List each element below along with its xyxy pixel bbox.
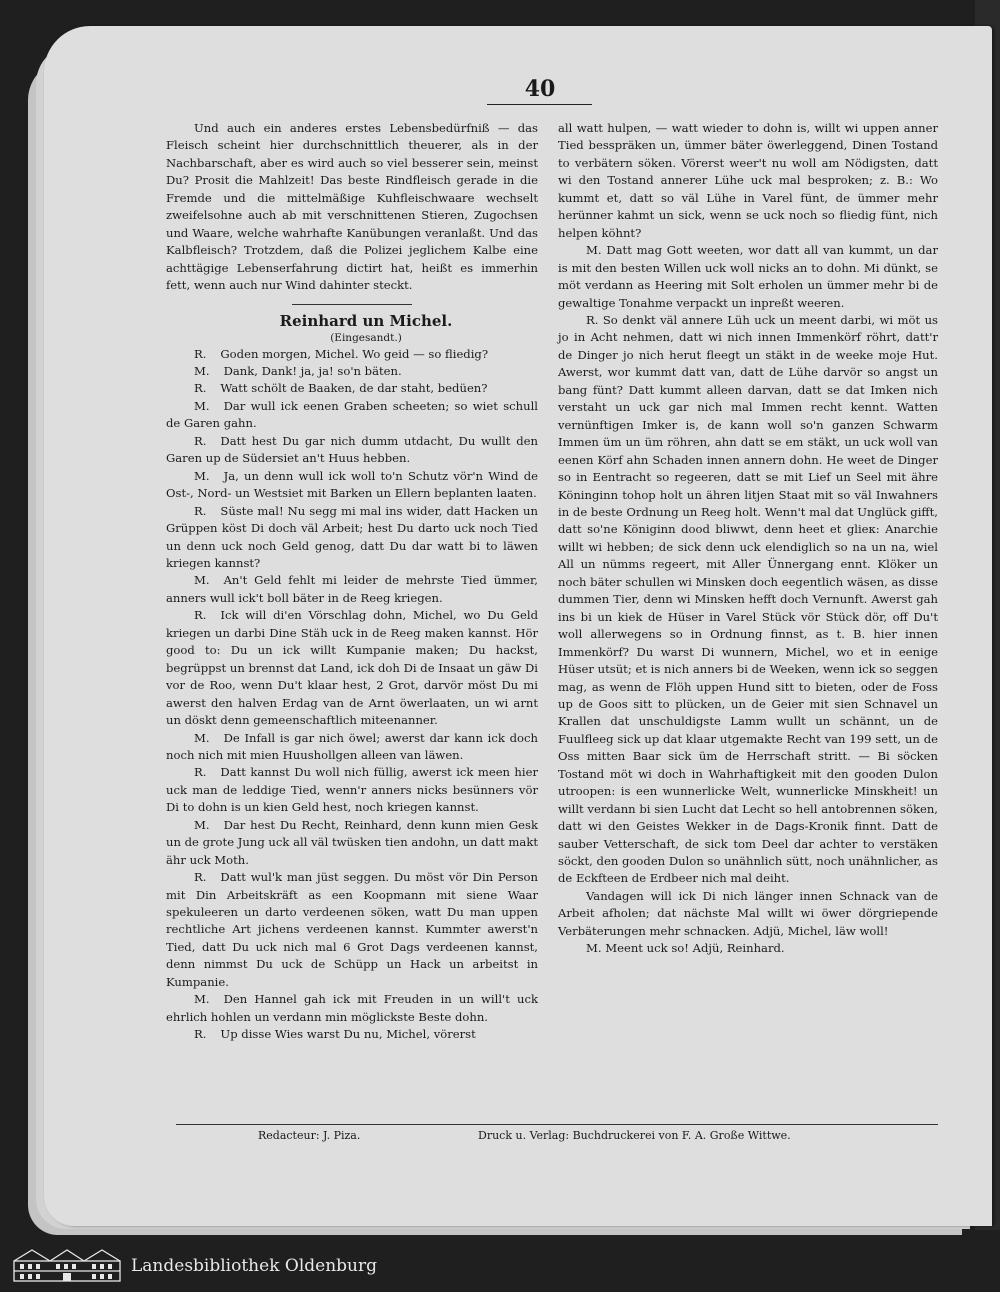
speaker-label: M.: [194, 398, 210, 413]
footer-rule: [176, 1124, 938, 1125]
right-paragraph: Vandagen will ick Di nich länger innen Schnack van de Arbeit afholen; dat nächste Mal willt wi öwer dörgriepende Verbäterungen mehr schnacken. Adjü, Michel, läw woll!: [558, 888, 938, 938]
dialogue-line: [166, 730, 538, 765]
speaker-label: R.: [194, 433, 207, 448]
speaker-label: R.: [194, 870, 207, 885]
dialogue-line: [166, 363, 538, 380]
speaker-label: M.: [194, 992, 210, 1007]
right-paragraph: R. So denkt väl annere Lüh uck un meent darbi, wi möt us jo in Acht nehmen, datt wi nich innen Immenkörf röhrt, datt'r de Dinger jo nich herut fleegt un stäkt in de weeke moje Hut. Awerst, wor kummt datt van, datt de Lühe darvör so angst un bang fünt? Datt kummt alleen darvan, datt se dat Imken nich verstaht un uck gar nich mal Immen recht kennt. Watten vernünftigen Imker is, de kann woll so'n ganzen Schwarm Immen üm un üm röhren, ahn datt se em stäkt, un uck woll van eenen Körf ahn Schaden innen annern dohn. He weet de Dinger so in Eentracht so regeeren, datt se mit Lief un Seel mit ähre Köninginn tohop holt un ähren litjen Staat mit so väl Inwahners in de beste Ordnung un Reeg holt. Wenn't mal dat Unglück gifft, datt so'ne Königinn dood bliwwt, denn heet et glieк: Anarchie willt wi hebben; de sick denn uck elendiglich so na un na, wiel All un nümms regeert, mit Aller Ünnergang ennt. Klöker un noch bäter schullen wi Minsken doch eegentlich wäsen, as disse dummen Tier, denn wi Minsken hefft doch Vernunft. Awerst gah ins bi un kiek de Hüser in Varel Stück vör Stück dör, off Du't woll allerwegens so in Ordnung finnst, as t. B. hier innen Immenkörf? Du warst Di wunnern, Michel, wo et in eenige Hüser utsüt; et is nich anners bi de Weeken, wenn ick so seggen mag, as wenn de Flöh uppen Hund sitt to bieten, oder de Foss up de Goos sitt to plücken, un de Geier mit sien Schnavel un Krallen dat unschuldigste Lamm wullt un schännt, un de Fuulfleeg sick up dat klaar utgemakte Recht van 199 sett, un de Oss mitten Baar sick üm de Herrschaft stritt. — Bi söcken Tostand möt wi doch in Wahrhaftigkeit mit den gooden Dulon utroopen: is een wunnerlicke Welt, wunnerlicke Minskheit! un willt verdann bi sien Lucht dat Lecht so hell antobrennen söken, datt wi den Geistes Wekker in de Dags-Kronik finnt. Datt de sauber Vetterschaft, de sick tom Deel dar achter to verstäken söckt, den gooden Dulon so unähnlich sütt, noch unähnlicher, as de Eckfteen de Erdbeer nich mal deiht.: [558, 312, 938, 886]
dialogue-line: [166, 764, 538, 816]
dialogue-line: [166, 572, 538, 607]
intro-paragraph: Und auch ein anderes erstes Lebensbedürfniß — das Fleisch scheint hier durchschnittlich theuerer, als in der Nachbarschaft, aber es wird auch so viel besserer sein, meinst Du? Prosit die Mahlzeit! Das beste Rindfleisch gerade in die Fremde und die mittelmäßige Kuhfleischwaare wechselt zweifelsohne auch ab mit verschnittenen Stieren, Zugochsen und Waare, welche wahrhafte Kanübungen veranlaßt. Und das Kalbfleisch? Trotzdem, daß die Polizei jeglichem Kalbe eine achttägige Lebenserfahrung dictirt hat, heißt es immerhin fett, wenn auch nur Wind dahinter steckt.: [166, 121, 538, 293]
dialogue-line: [166, 346, 538, 363]
dialogue-text: Watt schölt de Baaken, de dar staht, bedüen?: [220, 381, 488, 396]
dialogue-line: [166, 380, 538, 397]
speaker-label: M.: [194, 817, 210, 832]
right-column: [558, 120, 938, 958]
speaker-label: R.: [194, 765, 207, 780]
article-title: Reinhard un Michel.: [279, 311, 453, 330]
dialogue-text: Dar wull ick eenen Graben scheeten; so wiet schull de Garen gahn.: [166, 398, 538, 431]
dialogue-line: [166, 607, 538, 729]
speaker-label: R.: [194, 608, 207, 623]
dialogue-text: De Infall is gar nich öwel; awerst dar kann ick doch noch nich mit mien Huushollgen alleen van läwen.: [166, 730, 538, 762]
dialogue-text: Dar hest Du Recht, Reinhard, denn kunn mien Gesk un de grote Jung uck all väl twüsken tien andohn, un datt makt ähr uck Moth.: [166, 817, 539, 867]
page-number: 40: [524, 76, 556, 102]
dialogue-line: [166, 869, 538, 991]
dialogue-text: Ja, un denn wull ick woll to'n Schutz vör'n Wind de Ost-, Nord- un Westsiet mit Barken un Ellern beplanten laaten.: [166, 468, 538, 501]
dialogue-text: Ick will di'en Vörschlag dohn, Michel, wo Du Geld kriegen un darbi Dine Stäh uck in de Reeg maken kannst. Hör good to: Du un ick willt Kumpanie maken; Du hackst, begrüppst un brennst dat Land, ick doh Di de Insaat un gäw Di vor de Roo, wenn Du't klaar hest, 2 Grot, darvör möst Du mi awerst den halven Erdag van de Arnt öwerlaaten, un wi arnt un döskt denn gemeenschaftlich miteenanner.: [166, 608, 538, 728]
right-paragraph: all watt hulpen, — watt wieder to dohn is, willt wi uppen anner Tied besspräken un, ümmer bäter öwerleggend, Dinen Tostand to verbätern söken. Vörerst weer't nu woll am Nödigsten, datt wi den Tostand annerer Lühe uck mal besproken; z. B.: Wo kummt et, datt so väl Lühe in Varel fünt, de ümmer mehr herünner kahmt un sick, wenn se uck noch so fliedig fünt, nich helpen köhnt?: [558, 121, 938, 240]
dialogue-text: Dank, Dank! ja, ja! so'n bäten.: [223, 363, 402, 378]
dialogue-line: [166, 1026, 538, 1043]
speaker-label: M.: [194, 363, 210, 378]
article-subtitle: (Eingesandt.): [330, 331, 402, 344]
dialogue-text: Goden morgen, Michel. Wo geid — so fliedig?: [220, 346, 489, 361]
dialogue-line: [166, 817, 538, 869]
left-column: [166, 120, 538, 1044]
footer-editor: Redacteur: J. Piza.: [258, 1129, 361, 1142]
dialogue-text: An't Geld fehlt mi leider de mehrste Tied ümmer, anners wull ick't boll bäter in de Reeg kriegen.: [166, 573, 538, 605]
library-banner: [0, 1238, 1000, 1292]
speaker-label: R.: [194, 503, 207, 518]
dialogue-line: [166, 503, 538, 573]
speaker-label: M.: [194, 468, 210, 483]
speaker-label: M.: [194, 573, 210, 588]
dialogue-text: Datt kannst Du woll nich füllig, awerst ick meen hier uck man de leddige Tied, wenn'r anners nicks besünners vör Di to dohn is un kien Geld hest, noch kriegen kannst.: [166, 765, 538, 815]
speaker-label: R.: [194, 346, 207, 361]
section-separator: [292, 304, 412, 305]
library-name: Landesbibliothek Oldenburg: [131, 1256, 378, 1276]
dialogue-text: Up disse Wies warst Du nu, Michel, vörerst: [220, 1027, 476, 1042]
dialogue-text: Süste mal! Nu segg mi mal ins wider, datt Hacken un Grüppen köst Di doch väl Arbeit; hest Du darto uck noch Tied un denn uck noch Geld genog, datt Du dar watt bi to läwen kriegen kannst?: [166, 503, 538, 570]
dialogue-line: [166, 468, 538, 503]
dialogue-line: [166, 433, 538, 468]
speaker-label: M.: [194, 730, 210, 745]
speaker-label: R.: [194, 381, 207, 396]
right-paragraph: M. Meent uck so! Adjü, Reinhard.: [586, 941, 785, 956]
dialogue-text: Datt hest Du gar nich dumm utdacht, Du wullt den Garen up de Südersiet an't Huus hebben.: [166, 433, 538, 466]
dialogue-line: [166, 398, 538, 433]
dialogue-text: Den Hannel gah ick mit Freuden in un will't uck ehrlich hohlen un verdann min möglickste Beste dohn.: [166, 992, 538, 1024]
speaker-label: R.: [194, 1027, 207, 1042]
dialogue: [166, 346, 538, 1044]
building-logo-icon: [12, 1247, 122, 1283]
page-number-rule: [487, 104, 592, 105]
right-paragraph: M. Datt mag Gott weeten, wor datt all van kummt, un dar is mit den besten Willen uck woll nicks an to dohn. Mi dünkt, se möt verdann as Heering mit Solt erholen un ümmer mehr bi de gewaltige Tonahme verpackt un inpreßt weeren.: [558, 243, 938, 310]
dialogue-line: [166, 991, 538, 1026]
footer-printer: Druck u. Verlag: Buchdruckerei von F. A. Große Wittwe.: [478, 1129, 791, 1142]
dialogue-text: Datt wul'k man jüst seggen. Du möst vör Din Person mit Din Arbeitskräft as een Koopmann mit siene Waar spekuleeren un darto verdeenen söken, watt Du man uppen rechtliche Art jichens verdeenen kannst. Kummter awerst'n Tied, datt Du uck nich mal 6 Grot Dags verdeenen kannst, denn nimmst Du uck de Schüpp un Hack un arbeitst in Kumpanie.: [166, 870, 538, 989]
